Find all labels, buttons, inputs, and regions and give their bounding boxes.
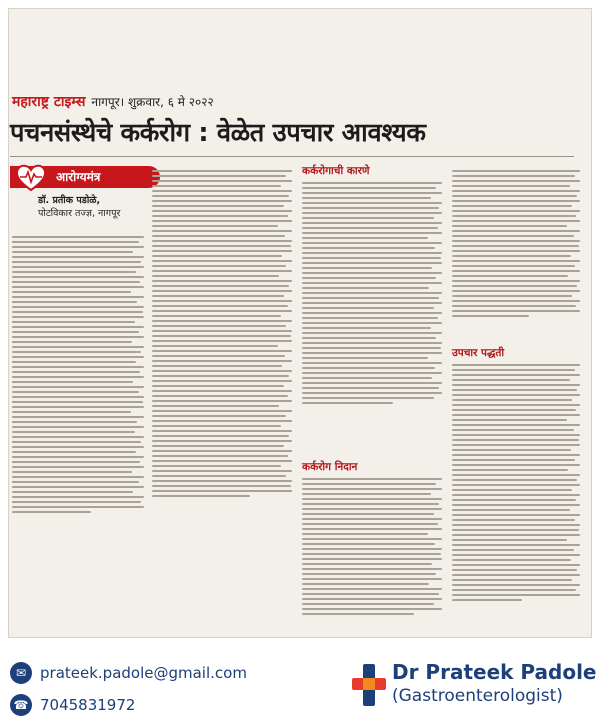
section-heading-diagnosis: कर्करोग निदान (302, 461, 358, 473)
article-column-1 (12, 236, 144, 513)
section-heading-treatment: उपचार पद्धती (452, 347, 505, 359)
phone-icon: ☎ (10, 694, 32, 716)
doctor-name: Dr Prateek Padole (392, 660, 597, 684)
article-column-4-treatment (452, 364, 580, 601)
article-column-4 (452, 170, 580, 317)
column-badge: आरोग्यमंत्र (10, 166, 160, 188)
email-icon: ✉ (10, 662, 32, 684)
heart-stethoscope-icon (14, 162, 48, 192)
email-text: prateek.padole@gmail.com (40, 664, 247, 682)
masthead (12, 92, 214, 111)
article-column-2 (152, 170, 292, 497)
doctor-specialty: (Gastroenterologist) (392, 686, 563, 706)
author-title: पोटविकार तज्ज्ञ, नागपूर (38, 208, 121, 219)
email-contact[interactable] (10, 662, 247, 684)
author-block (38, 194, 120, 220)
medical-cross-logo-icon (352, 662, 386, 708)
phone-contact[interactable] (10, 694, 135, 716)
article-headline: पचनसंस्थेचे कर्करोग : वेळेत उपचार आवश्यक (10, 118, 426, 148)
section-heading-causes: कर्करोगाची कारणे (302, 165, 370, 177)
article-column-3-causes (302, 182, 442, 404)
newspaper-brand: महाराष्ट्र टाइम्स (12, 94, 86, 110)
author-name: डॉ. प्रतीक पडोळे, (38, 195, 101, 206)
phone-text: 7045831972 (40, 696, 136, 714)
headline-rule (10, 156, 574, 157)
article-column-3-diagnosis (302, 478, 442, 615)
dateline: नागपूर। शुक्रवार, ६ मे २०२२ (91, 95, 214, 109)
